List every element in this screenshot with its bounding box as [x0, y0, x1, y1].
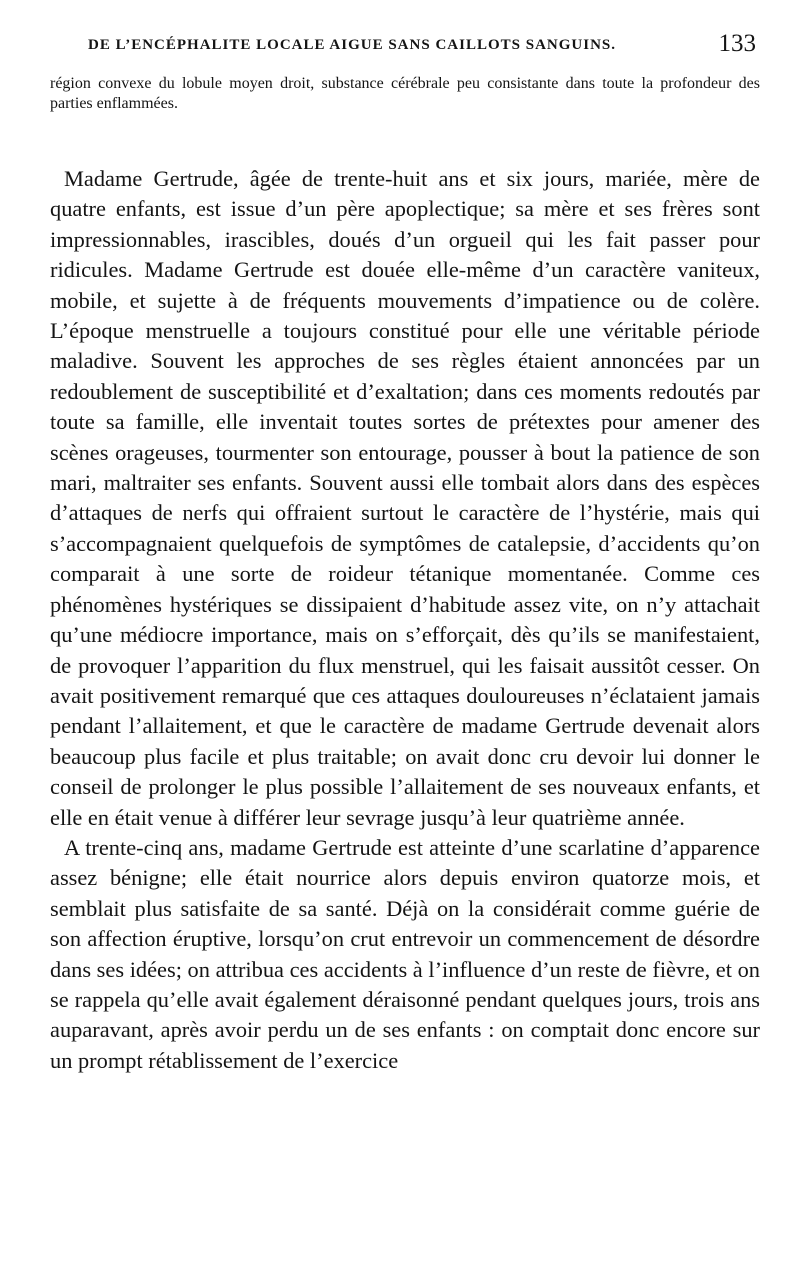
paragraph-illness-onset: A trente-cinq ans, madame Gertrude est atteinte d’une scarlatine d’apparence assez bénigne; elle était nourrice alors depuis environ quatorze mois, et semblait plus satisfaite de sa santé. Déjà on la considérait comme guérie de son affection éruptive, lorsqu’on crut entrevoir un commencement de désordre dans ses idées; on attribua ces accidents à l’influence d’un reste de fièvre, et on se rappela qu’elle avait également déraisonné pendant quelques jours, trois ans auparavant, après avoir perdu un de ses enfants : on comptait donc encore sur un prompt rétablissement de l’exercice [50, 834, 760, 1073]
running-title: DE L’ENCÉPHALITE LOCALE AIGUE SANS CAILLOTS SANGUINS. [88, 37, 616, 53]
lead-in-text: région convexe du lobule moyen droit, substance cérébrale peu consistante dans toute la profondeur des parties enflammées. [50, 75, 760, 112]
running-header [50, 0, 760, 58]
paragraph-case-history: Madame Gertrude, âgée de trente-huit ans et six jours, mariée, mère de quatre enfants, est issue d’un père apoplectique; sa mère et ses frères sont impressionnables, irascibles, doués d’un orgueil qui les fait passer pour ridicules. Madame Gertrude est douée elle-même d’un caractère vaniteux, mobile, et sujette à de fréquents mouvements d’impatience ou de colère. L’époque menstruelle a toujours constitué pour elle une véritable période maladive. Souvent les approches de ses règles étaient annoncées par un redoublement de susceptibilité et d’exaltation; dans ces moments redoutés par toute sa famille, elle inventait toutes sortes de prétextes pour amener des scènes orageuses, tourmenter son entourage, pousser à bout la patience de son mari, maltraiter ses enfants. Souvent aussi elle tombait alors dans des espèces d’attaques de nerfs qui offraient surtout le caractère de l’hystérie, mais qui s’accompagnaient quelquefois de symptômes de catalepsie, d’accidents qu’on comparait à une sorte de roideur tétanique momentanée. Comme ces phénomènes hystériques se dissipaient d’habitude assez vite, on n’y attachait qu’une médiocre importance, mais on s’efforçait, dès qu’ils se manifestaient, de provoquer l’apparition du flux menstruel, qui les faisait aussitôt cesser. On avait positivement remarqué que ces attaques douloureuses n’éclataient jamais pendant l’allaitement, et que le caractère de madame Gertrude devenait alors beaucoup plus facile et plus traitable; on avait donc cru devoir lui donner le conseil de prolonger le plus possible l’allaitement de ses nouveaux enfants, et elle en était venue à différer leur sevrage jusqu’à leur quatrième année. [50, 166, 760, 830]
page-number: 133 [718, 30, 756, 57]
